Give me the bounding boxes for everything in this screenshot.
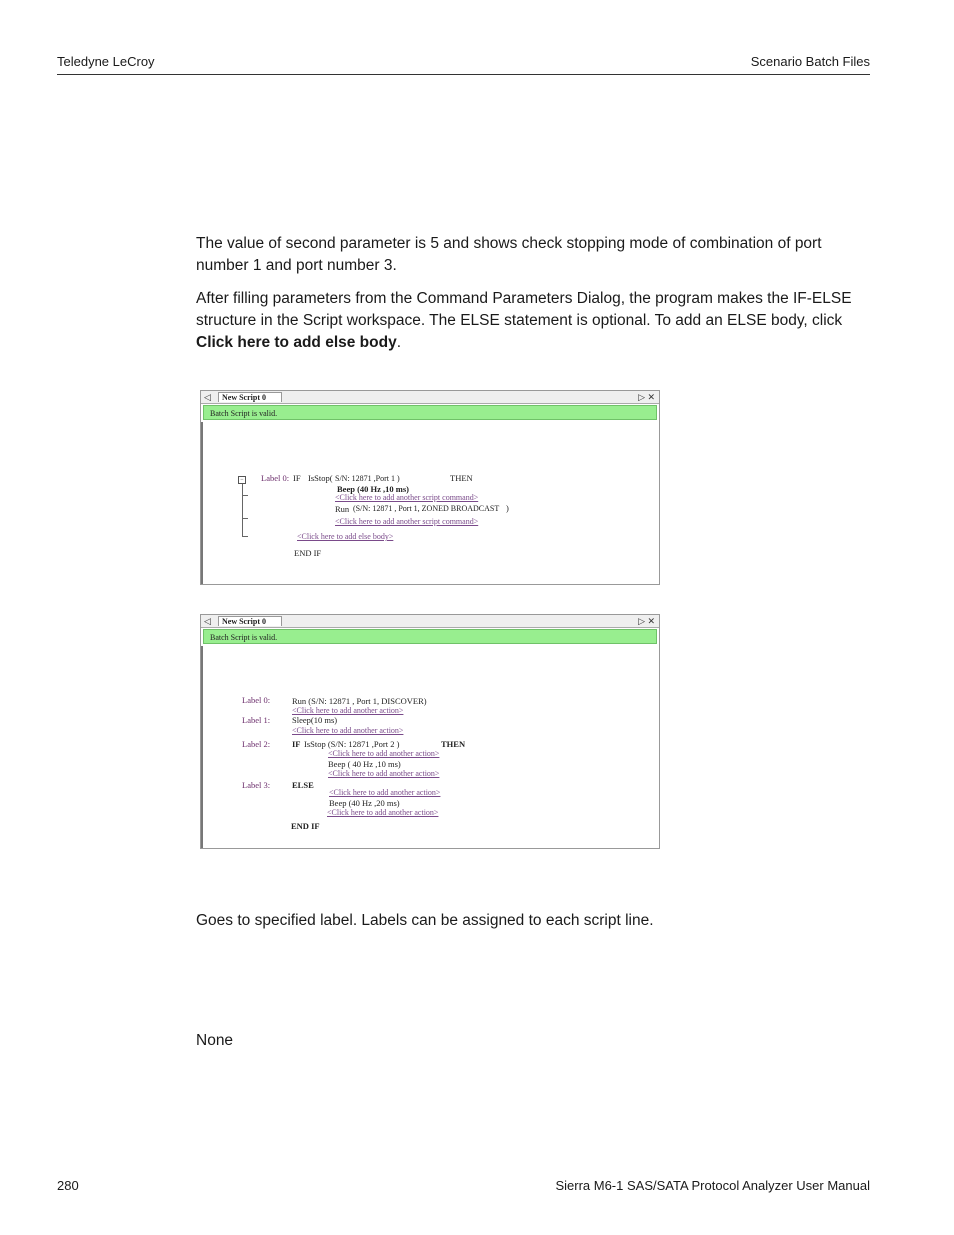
label-3: Label 3: (242, 780, 271, 790)
paragraph-parameters-none: None (196, 1032, 234, 1049)
bold-click-here-else: Click here to add else body (196, 334, 397, 351)
isstop-command[interactable]: IsStop (S/N: 12871 ,Port 2 ) (304, 739, 400, 749)
link-add-script-command[interactable]: <Click here to add another script command> (335, 517, 479, 526)
close-icon[interactable]: ✕ (647, 392, 655, 402)
isstop-command[interactable]: IsStop( (308, 473, 333, 483)
link-add-else-body[interactable]: <Click here to add else body> (297, 532, 394, 541)
tab-new-script[interactable]: New Script 0 (218, 392, 282, 402)
beep-command[interactable]: Beep (40 Hz ,10 ms) (337, 484, 410, 494)
link-add-action[interactable]: <Click here to add another action> (328, 749, 440, 758)
tab-bar (201, 615, 659, 628)
left-gutter (201, 422, 203, 584)
run-args[interactable]: (S/N: 12871 , Port 1, ZONED BROADCAST (353, 504, 500, 513)
link-add-action[interactable]: <Click here to add another action> (327, 808, 439, 817)
link-add-action[interactable]: <Click here to add another action> (292, 706, 404, 715)
page-number: 280 (57, 1178, 79, 1193)
label-2: Label 2: (242, 739, 271, 749)
link-add-action[interactable]: <Click here to add another action> (329, 788, 441, 797)
tab-scroll-right-icon[interactable]: ▷ (638, 616, 645, 626)
tree-line (242, 536, 248, 537)
header-rule (57, 74, 870, 75)
if-keyword: IF (292, 739, 301, 749)
left-gutter (201, 646, 203, 848)
end-if-keyword: END IF (291, 821, 320, 831)
script-workspace-screenshot-1 (200, 390, 660, 585)
tab-scroll-left-icon[interactable]: ◁ (204, 616, 211, 626)
tree-line (242, 484, 243, 536)
beep-command[interactable]: Beep ( 40 Hz ,10 ms) (328, 759, 401, 769)
run-close-paren: ) (506, 503, 509, 513)
paragraph-goto-description: Goes to specified label. Labels can be assigned to each script line. (196, 912, 654, 929)
footer-title: Sierra M6-1 SAS/SATA Protocol Analyzer User Manual (555, 1178, 870, 1193)
link-add-script-command[interactable]: <Click here to add another script command> (335, 493, 479, 502)
label-0: Label 0: (242, 695, 271, 705)
tab-scroll-right-icon[interactable]: ▷ (638, 392, 645, 402)
if-keyword: IF (293, 473, 301, 483)
collapse-icon[interactable]: − (238, 476, 246, 484)
header-right: Scenario Batch Files (750, 54, 870, 69)
script-workspace-screenshot-2 (200, 614, 660, 849)
status-bar: Batch Script is valid. (203, 405, 657, 420)
isstop-args[interactable]: S/N: 12871 ,Port 1 ) (335, 474, 400, 483)
paragraph-parameter-value: The value of second parameter is 5 and shows check stopping mode of combination of port number 1 and port number 3. (196, 235, 822, 274)
else-keyword: ELSE (292, 780, 314, 790)
run-command[interactable]: Run (335, 504, 350, 514)
paragraph-if-else: After filling parameters from the Command Parameters Dialog, the program makes the IF-ELSE structure in the Script workspace. The ELSE statement is optional. To add an ELSE body, click Click here to add else body. (196, 290, 852, 351)
tree-line (242, 518, 248, 519)
end-if-keyword: END IF (294, 548, 322, 558)
beep-command[interactable]: Beep (40 Hz ,20 ms) (329, 798, 400, 808)
then-keyword: THEN (441, 739, 466, 749)
close-icon[interactable]: ✕ (647, 616, 655, 626)
tab-scroll-left-icon[interactable]: ◁ (204, 392, 211, 402)
label-0: Label 0: (261, 473, 290, 483)
label-1: Label 1: (242, 715, 271, 725)
tab-bar (201, 391, 659, 404)
status-bar: Batch Script is valid. (203, 629, 657, 644)
then-keyword: THEN (450, 473, 473, 483)
link-add-action[interactable]: <Click here to add another action> (292, 726, 404, 735)
sleep-command[interactable]: Sleep(10 ms) (292, 715, 338, 725)
tree-line (242, 495, 248, 496)
tab-new-script[interactable]: New Script 0 (218, 616, 282, 626)
link-add-action[interactable]: <Click here to add another action> (328, 769, 440, 778)
run-command[interactable]: Run (S/N: 12871 , Port 1, DISCOVER) (292, 696, 427, 706)
header-left: Teledyne LeCroy (57, 54, 155, 69)
